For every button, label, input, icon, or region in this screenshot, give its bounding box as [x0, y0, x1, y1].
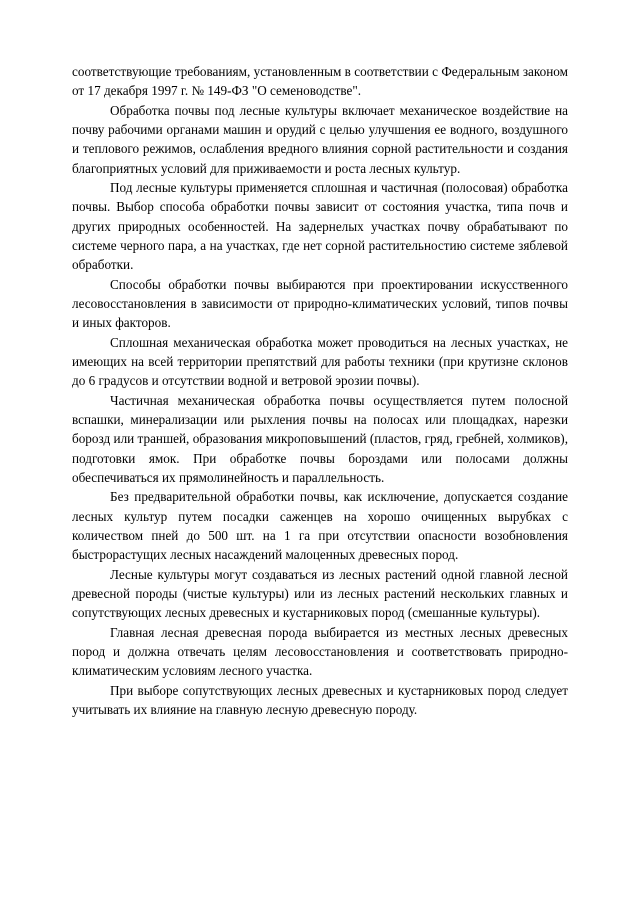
paragraph: Способы обработки почвы выбираются при проектировании искусственного лесовосстановления в зависимости от природно-климатических условий, типов почвы и иных факторов.: [72, 276, 568, 331]
paragraph: Под лесные культуры применяется сплошная и частичная (полосовая) обработка почвы. Выбор способа обработки почвы зависит от состояния участка, типа почв и других природных особенностей. На задернелых участках почву обрабатывают по системе черного пара, а на участках, где нет сорной растительностию системе зяблевой обработки.: [72, 179, 568, 273]
paragraph: Без предварительной обработки почвы, как исключение, допускается создание лесных культур путем посадки саженцев на хорошо очищенных вырубках с количеством пней до 500 шт. на 1 га при отсутствии опасности возобновления быстрорастущих лесных насаждений малоценных древесных пород.: [72, 489, 568, 563]
paragraph: Лесные культуры могут создаваться из лесных растений одной главной лесной древесной породы (чистые культуры) или из лесных растений нескольких главных и сопутствующих лесных древесных и кустарниковых пород (смешанные культуры).: [72, 566, 568, 621]
paragraph: Обработка почвы под лесные культуры включает механическое воздействие на почву рабочими органами машин и орудий с целью улучшения ее водного, воздушного и теплового режимов, ослабления вредного влияния сорной растительности и создания благоприятных условий для приживаемости и роста лесных культур.: [72, 102, 568, 176]
paragraph: Сплошная механическая обработка может проводиться на лесных участках, не имеющих на всей территории препятствий для работы техники (при крутизне склонов до 6 градусов и отсутствии водной и ветровой эрозии почвы).: [72, 334, 568, 389]
paragraph: соответствующие требованиям, установленным в соответствии с Федеральным законом от 17 декабря 1997 г. № 149-ФЗ "О семеноводстве".: [72, 64, 568, 99]
paragraph: Частичная механическая обработка почвы осуществляется путем полосной вспашки, минерализации или рыхления почвы на полосах или площадках, нарезки борозд или траншей, образования микроповышений (пластов, гряд, гребней, холмиков), подготовки ямок. При обработке почвы бороздами или полосами должны обеспечиваться их прямолинейность и параллельность.: [72, 392, 568, 485]
document-body: [72, 62, 568, 719]
paragraph: Главная лесная древесная порода выбирается из местных лесных древесных пород и должна отвечать целям лесовосстановления и соответствовать природно-климатическим условиям лесного участка.: [72, 624, 568, 679]
paragraph: При выборе сопутствующих лесных древесных и кустарниковых пород следует учитывать их влияние на главную лесную древесную породу.: [72, 682, 568, 717]
